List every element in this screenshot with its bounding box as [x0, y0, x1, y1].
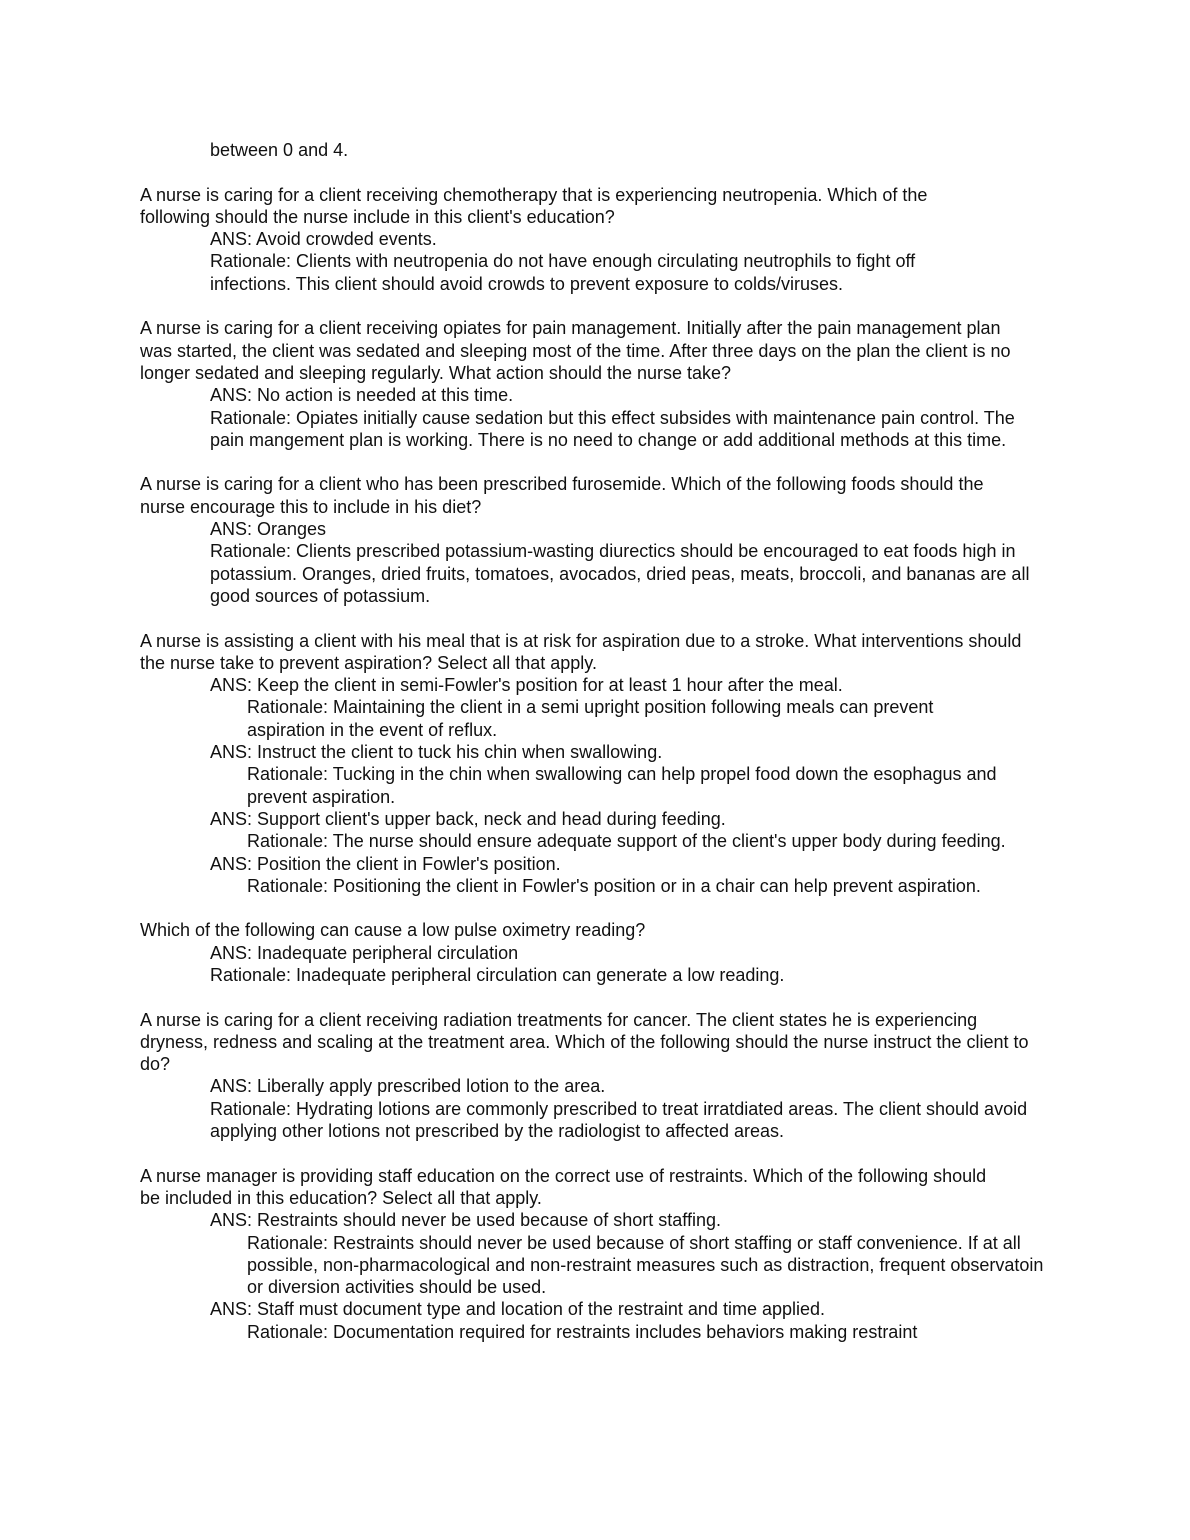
question-block-pulse-oximetry — [140, 919, 1050, 986]
answer-text: ANS: Avoid crowded events. — [210, 229, 437, 250]
question-text: A nurse is assisting a client with his meal that is at risk for aspiration due to a stroke. What interventions should the nurse take to prevent aspiration? Select all that apply. — [140, 630, 1027, 673]
question-block-radiation — [140, 1009, 1050, 1143]
question-text: A nurse manager is providing staff education on the correct use of restraints. Which of the following should be included in this education? Select all that apply. — [140, 1165, 992, 1208]
rationale-text: Rationale: Clients prescribed potassium-wasting diurectics should be encouraged to eat foods high in potassium. Oranges, dried fruits, tomatoes, avocados, dried peas, meats, broccoli, and bananas are all good sources of potassium. — [210, 541, 1035, 606]
answer-text: ANS: Keep the client in semi-Fowler's position for at least 1 hour after the meal. — [210, 675, 843, 696]
question-text: A nurse is caring for a client who has been prescribed furosemide. Which of the following foods should the nurse encourage this to include in his diet? — [140, 474, 989, 517]
rationale-text: Rationale: Inadequate peripheral circulation can generate a low reading. — [210, 964, 785, 985]
rationale-text: Rationale: The nurse should ensure adequate support of the client's upper body during feeding. — [247, 831, 1006, 852]
question-block-aspiration — [140, 630, 1050, 898]
rationale-text: Rationale: Clients with neutropenia do not have enough circulating neutrophils to fight off infections. This client should avoid crowds to prevent exposure to colds/viruses. — [210, 251, 921, 294]
rationale-text: Rationale: Documentation required for restraints includes behaviors making restraint — [247, 1321, 918, 1342]
answer-text: ANS: Liberally apply prescribed lotion to the area. — [210, 1076, 606, 1097]
question-block-furosemide — [140, 473, 1050, 607]
rationale-text: Rationale: Hydrating lotions are commonly prescribed to treat irratdiated areas. The client should avoid applying other lotions not prescribed by the radiologist to affected areas. — [210, 1098, 1033, 1142]
spacer — [140, 607, 1050, 629]
document-page — [140, 139, 1050, 1343]
answer-text: ANS: Staff must document type and location of the restraint and time applied. — [210, 1299, 826, 1320]
rationale-text: Rationale: Opiates initially cause sedation but this effect subsides with maintenance pain control. The pain mangement plan is working. There is no need to change or add additional methods at this time. — [210, 407, 1020, 450]
spacer — [140, 161, 1050, 183]
answer-text: ANS: Inadequate peripheral circulation — [210, 942, 519, 963]
rationale-text: Rationale: Restraints should never be used because of short staffing or staff convenience. If at all possible, non-pharmacological and non-restraint measures such as distraction, frequent observatoin or diversion activities should be used. — [247, 1232, 1049, 1298]
intro-text: between 0 and 4. — [210, 140, 349, 160]
spacer — [140, 1142, 1050, 1164]
answer-text: ANS: Position the client in Fowler's position. — [210, 853, 561, 874]
question-block-restraints — [140, 1165, 1050, 1343]
spacer — [140, 451, 1050, 473]
question-block-opiates — [140, 317, 1050, 451]
question-text: A nurse is caring for a client receiving radiation treatments for cancer. The client states he is experiencing dryness, redness and scaling at the treatment area. Which of the following should the nurse instruct the client to do? — [140, 1009, 1034, 1075]
question-text: A nurse is caring for a client receiving opiates for pain management. Initially after the pain management plan was started, the client was sedated and sleeping most of the time. After three days on the plan the client is no longer sedated and sleeping regularly. What action should the nurse take? — [140, 318, 1016, 383]
question-text: Which of the following can cause a low pulse oximetry reading? — [140, 920, 646, 941]
spacer — [140, 897, 1050, 919]
rationale-text: Rationale: Positioning the client in Fowler's position or in a chair can help prevent aspiration. — [247, 875, 981, 896]
question-block-neutropenia — [140, 184, 1050, 295]
answer-text: ANS: Oranges — [210, 519, 327, 540]
rationale-text: Rationale: Tucking in the chin when swallowing can help propel food down the esophagus and prevent aspiration. — [247, 764, 1002, 807]
answer-text: ANS: Instruct the client to tuck his chin when swallowing. — [210, 742, 663, 763]
question-text: A nurse is caring for a client receiving chemotherapy that is experiencing neutropenia. Which of the following should the nurse include in this client's education? — [140, 184, 933, 227]
answer-text: ANS: Restraints should never be used because of short staffing. — [210, 1210, 721, 1231]
answer-text: ANS: No action is needed at this time. — [210, 385, 514, 406]
answer-text: ANS: Support client's upper back, neck and head during feeding. — [210, 808, 726, 829]
spacer — [140, 986, 1050, 1008]
rationale-text: Rationale: Maintaining the client in a semi upright position following meals can prevent aspiration in the event of reflux. — [247, 697, 939, 740]
spacer — [140, 295, 1050, 317]
